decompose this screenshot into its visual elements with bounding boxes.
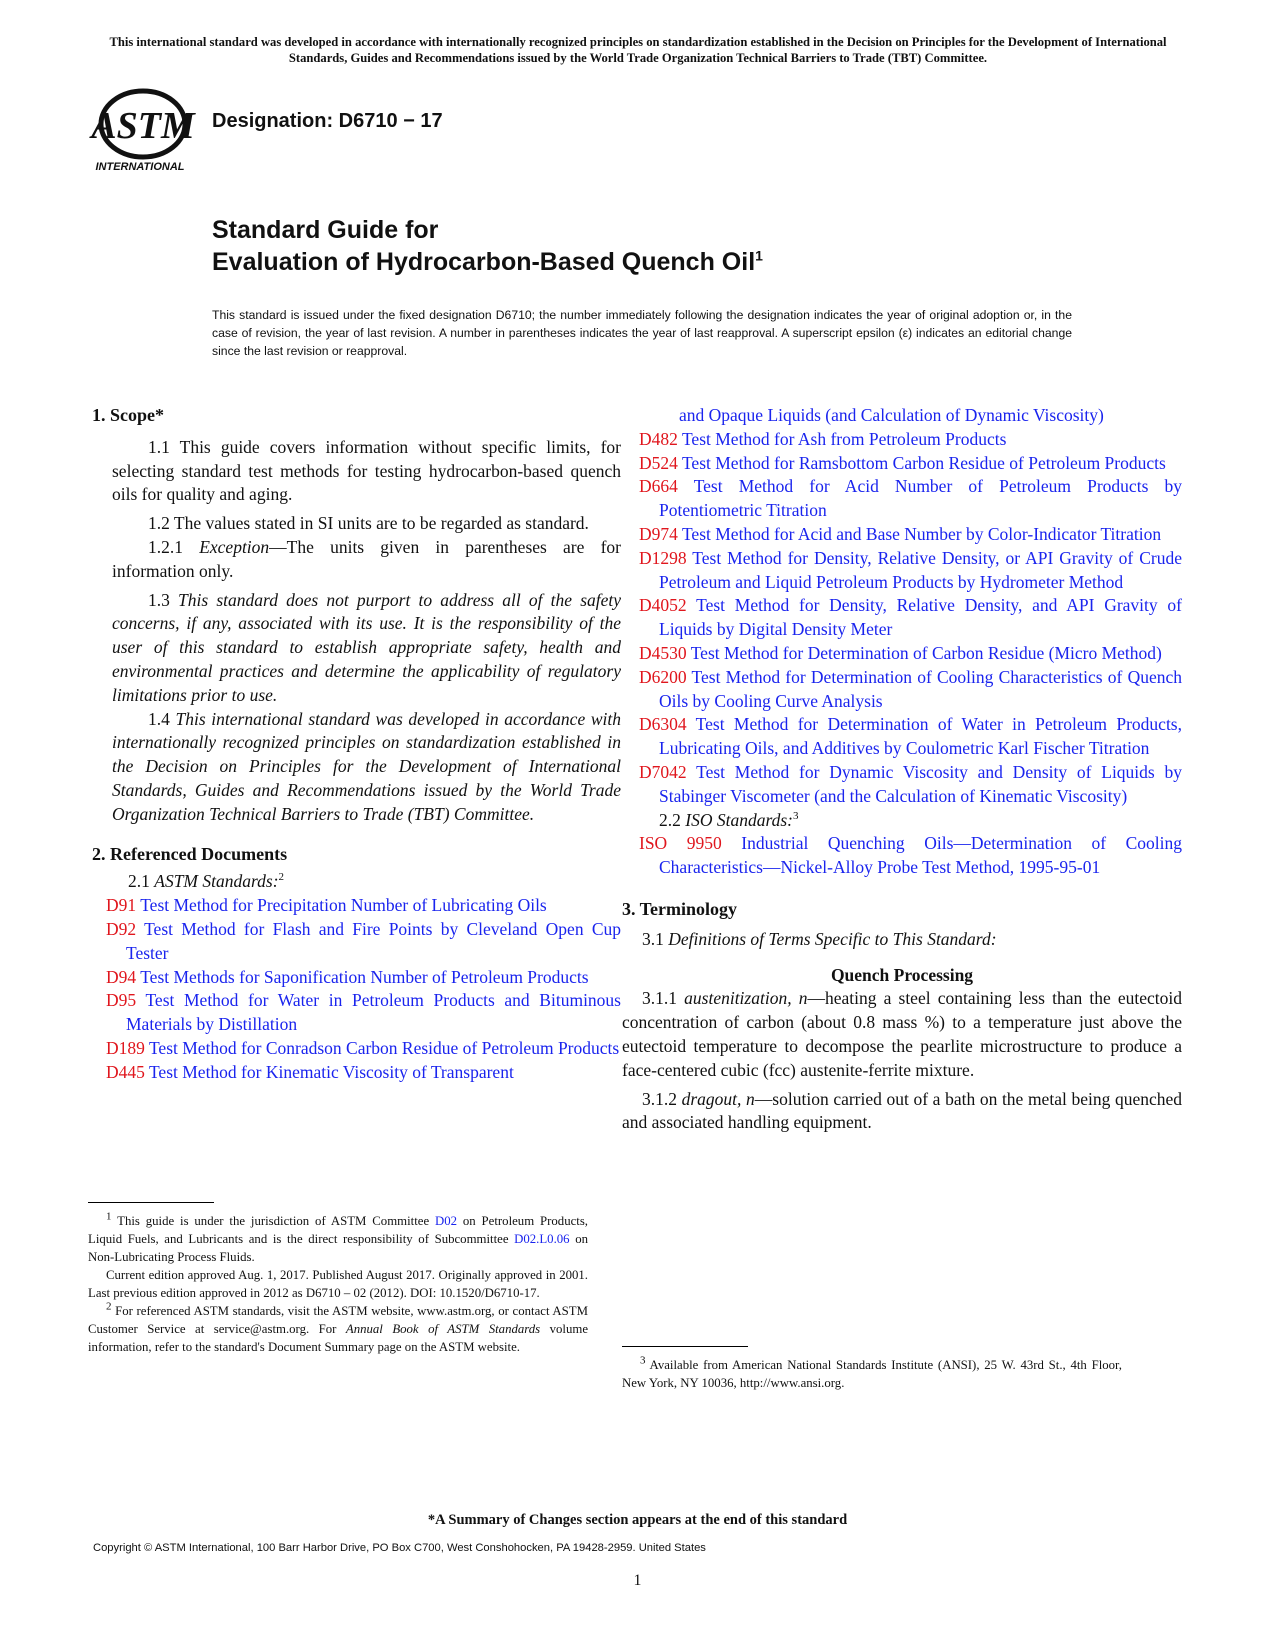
- reference-item[interactable]: [106, 1061, 621, 1085]
- footnote-1-edition: Current edition approved Aug. 1, 2017. Published August 2017. Originally approved in 2001. Last previous edition approved in 2012 as D6710 – 02 (2012). DOI: 10.1520/D6710-17.: [88, 1268, 588, 1300]
- reference-title-link[interactable]: Test Methods for Saponification Number of Petroleum Products: [140, 966, 589, 987]
- astm-logo: [88, 88, 198, 178]
- reference-code-link[interactable]: D4530: [639, 642, 687, 663]
- footnote-2: $^2$ For referenced ASTM standards, visit the ASTM website, www.astm.org, or contact ASTM Customer Service at service@astm.org. For Annual Book of ASTM Standards volume information, refer to the standard's Document Summary page on the ASTM website.: [88, 1300, 589, 1354]
- reference-title-link[interactable]: Test Method for Ash from Petroleum Products: [681, 428, 1007, 449]
- reference-title-link[interactable]: Test Method for Acid and Base Number by Color-Indicator Titration: [681, 523, 1162, 544]
- reference-code-link[interactable]: D91: [106, 895, 137, 916]
- subcommittee-link[interactable]: D02.L0.06: [514, 1232, 570, 1246]
- para-2-2: 2.2 ISO Standards:$^3$: [659, 809, 799, 830]
- reference-title-link[interactable]: Test Method for Dynamic Viscosity and Density of Liquids by Stabinger Viscometer (and the Calculation of Kinematic Viscosity): [659, 761, 1183, 806]
- document-title: [212, 214, 763, 278]
- iso-reference-list: [639, 832, 1182, 880]
- terminology-heading: 3. Terminology: [622, 898, 738, 919]
- reference-code-link[interactable]: D7042: [639, 761, 687, 782]
- reference-item[interactable]: [639, 475, 1182, 523]
- definition-dragout: 3.1.2 dragout, n—solution carried out of a bath on the metal being quenched and associated handling equipment.: [622, 1088, 1182, 1133]
- d445-continued[interactable]: and Opaque Liquids (and Calculation of Dynamic Viscosity): [679, 405, 1104, 425]
- reference-code-link[interactable]: D92: [106, 918, 137, 939]
- reference-item[interactable]: [639, 452, 1182, 476]
- footnotes-right: [622, 1356, 1122, 1392]
- reference-item[interactable]: [639, 713, 1182, 761]
- footnote-rule-right: [622, 1346, 748, 1347]
- logo-letters: ASTM: [91, 105, 195, 147]
- reference-item[interactable]: [639, 428, 1182, 452]
- quench-processing-subheading: Quench Processing: [830, 964, 974, 985]
- reference-title-link[interactable]: Test Method for Flash and Fire Points by Cleveland Open Cup Tester: [126, 918, 621, 963]
- reference-item[interactable]: [639, 666, 1182, 714]
- reference-code-link[interactable]: D6200: [639, 666, 687, 687]
- reference-code-link[interactable]: D6304: [639, 714, 687, 735]
- reference-title-link[interactable]: Test Method for Determination of Cooling Characteristics of Quench Oils by Cooling Curve Analysis: [659, 666, 1183, 711]
- reference-item[interactable]: [639, 761, 1182, 809]
- reference-code-link[interactable]: D95: [106, 990, 137, 1011]
- reference-code-link[interactable]: D1298: [639, 547, 687, 568]
- reference-code-link[interactable]: D94: [106, 966, 137, 987]
- reference-code-link[interactable]: ISO 9950: [639, 833, 722, 854]
- footnote-rule-left: [88, 1202, 214, 1203]
- reference-code-link[interactable]: D974: [639, 523, 678, 544]
- astm-reference-list-continued: [639, 428, 1182, 809]
- reference-item[interactable]: [106, 1037, 621, 1061]
- definition-austenitization: 3.1.1 austenitization, n—heating a steel containing less than the eutectoid concentration of carbon (about 0.8 mass %) to a temperature just above the eutectoid temperature to decompose the pearlite microstructure to produce a face-centered cubic (fcc) austenite-ferrite mixture.: [622, 988, 1183, 1080]
- title-line-1: Standard Guide for: [212, 216, 439, 244]
- page-number: 1: [633, 1572, 642, 1589]
- para-3-1: 3.1 Definitions of Terms Specific to This Standard:: [642, 928, 997, 949]
- reference-item[interactable]: [639, 832, 1182, 880]
- reference-item[interactable]: [106, 989, 621, 1037]
- reference-code-link[interactable]: D4052: [639, 595, 687, 616]
- left-column: [92, 404, 622, 1085]
- reference-item[interactable]: [106, 918, 621, 966]
- reference-item[interactable]: [639, 594, 1182, 642]
- astm-logo-graphic: [88, 88, 198, 178]
- reference-code-link[interactable]: D482: [639, 428, 678, 449]
- reference-title-link[interactable]: Test Method for Acid Number of Petroleum Products by Potentiometric Titration: [659, 476, 1182, 521]
- reference-title-link[interactable]: Test Method for Determination of Carbon Residue (Micro Method): [690, 642, 1162, 663]
- title-footnote-mark: 1: [755, 247, 763, 264]
- reference-title-link[interactable]: Test Method for Density, Relative Density, or API Gravity of Crude Petroleum and Liquid Petroleum Products by Hydrometer Method: [659, 547, 1182, 592]
- reference-code-link[interactable]: D664: [639, 476, 678, 497]
- copyright: Copyright © ASTM International, 100 Barr Harbor Drive, PO Box C700, West Conshohocken, PA 19428-2959. United States: [93, 1542, 706, 1554]
- para-1-2-1: 1.2.1 Exception—The units given in parentheses are for information only.: [112, 536, 621, 581]
- scope-heading: 1. Scope*: [92, 405, 164, 425]
- summary-of-changes-note: *A Summary of Changes section appears at the end of this standard: [427, 1512, 848, 1528]
- issued-note: This standard is issued under the fixed designation D6710; the number immediately following the designation indicates the year of original adoption or, in the case of revision, the year of last revision. A number in parentheses indicates the year of last reapproval. A superscript epsilon (ε) indicates an editorial change since the last revision or reapproval.: [212, 308, 1072, 358]
- reference-title-link[interactable]: Test Method for Density, Relative Density, and API Gravity of Liquids by Digital Density Meter: [659, 595, 1182, 640]
- footnotes-left: [88, 1212, 588, 1356]
- para-2-1: 2.1 ASTM Standards:$^2$: [128, 871, 285, 892]
- reference-code-link[interactable]: D189: [106, 1037, 145, 1058]
- reference-item[interactable]: [106, 894, 621, 918]
- reference-title-link[interactable]: Test Method for Kinematic Viscosity of Transparent: [148, 1061, 514, 1082]
- reference-item[interactable]: [639, 523, 1182, 547]
- reference-item[interactable]: [106, 966, 621, 990]
- para-1-2: 1.2 The values stated in SI units are to be regarded as standard.: [148, 513, 589, 534]
- refdocs-heading: 2. Referenced Documents: [92, 843, 288, 864]
- reference-code-link[interactable]: D445: [106, 1061, 145, 1082]
- title-line-2: Evaluation of Hydrocarbon-Based Quench Oil: [212, 248, 756, 276]
- reference-title-link[interactable]: Test Method for Water in Petroleum Products and Bituminous Materials by Distillation: [126, 990, 621, 1035]
- para-1-3: 1.3 This standard does not purport to address all of the safety concerns, if any, associated with its use. It is the responsibility of the user of this standard to establish appropriate safety, health and environmental practices and determine the applicability of regulatory limitations prior to use.: [112, 589, 622, 705]
- reference-title-link[interactable]: Test Method for Determination of Water in Petroleum Products, Lubricating Oils, and Additives by Coulometric Karl Fischer Titration: [659, 714, 1182, 759]
- para-1-4: 1.4 This international standard was developed in accordance with internationally recognized principles on standardization established in the Decision on Principles for the Development of International Standards, Guides and Recommendations issued by the World Trade Organization Technical Barriers to Trade (TBT) Committee.: [112, 708, 622, 824]
- logo-caption: INTERNATIONAL: [95, 161, 185, 173]
- reference-title-link[interactable]: Industrial Quenching Oils—Determination of Cooling Characteristics—Nickel-Alloy Probe Test Method, 1995-95-01: [659, 833, 1183, 878]
- committee-link[interactable]: D02: [435, 1214, 458, 1228]
- tbt-notice: This international standard was developed in accordance with internationally recognized principles on standardization established in the Decision on Principles for the Development of International Standards, Guides and Recommendations issued by the World Trade Organization Technical Barriers to Trade (TBT) Committee.: [109, 35, 1167, 65]
- designation: Designation: D6710 − 17: [212, 110, 443, 132]
- right-column: [622, 404, 1183, 1135]
- reference-title-link[interactable]: Test Method for Conradson Carbon Residue of Petroleum Products: [148, 1037, 620, 1058]
- footnote-1: $^1$ This guide is under the jurisdiction of ASTM Committee D02 on Petroleum Products, Liquid Fuels, and Lubricants and is the direct responsibility of Subcommittee D02.L0.06 on Non-Lubricating Process Fluids.: [88, 1210, 589, 1264]
- reference-title-link[interactable]: Test Method for Ramsbottom Carbon Residue of Petroleum Products: [681, 452, 1166, 473]
- reference-item[interactable]: [639, 547, 1182, 595]
- reference-code-link[interactable]: D524: [639, 452, 678, 473]
- para-1-1: 1.1 This guide covers information without specific limits, for selecting standard test methods for testing hydrocarbon-based quench oils for quality and aging.: [112, 436, 621, 505]
- astm-reference-list: [106, 894, 621, 1084]
- reference-title-link[interactable]: Test Method for Precipitation Number of Lubricating Oils: [140, 895, 547, 916]
- footnote-3: $^3$ Available from American National Standards Institute (ANSI), 25 W. 43rd St., 4th Floor, New York, NY 10036, http://www.ansi.org.: [622, 1354, 1122, 1390]
- reference-item[interactable]: [639, 642, 1182, 666]
